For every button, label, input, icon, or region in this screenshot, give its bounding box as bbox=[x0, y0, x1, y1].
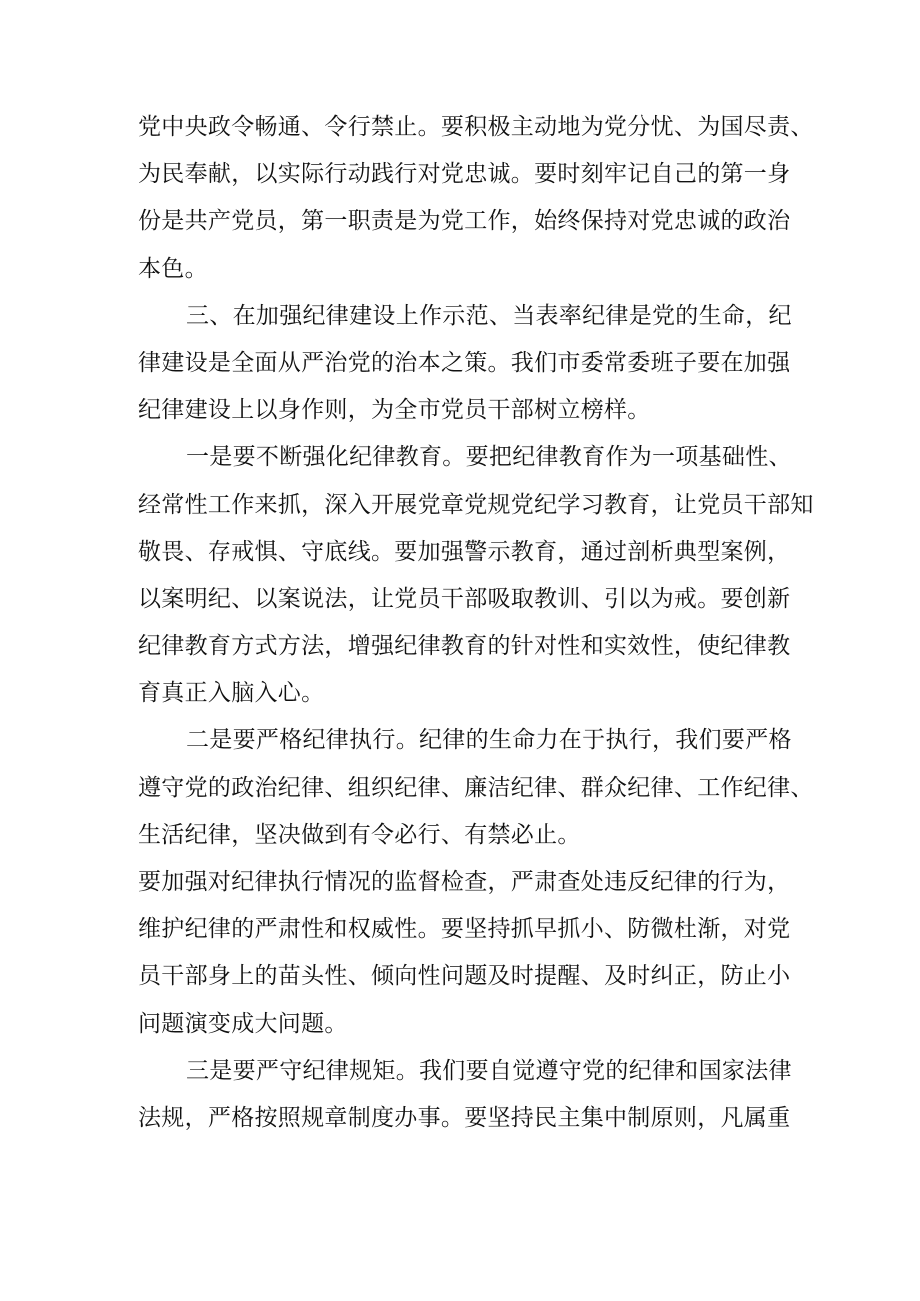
text-line: 本色。 bbox=[138, 255, 208, 282]
text-line: 维护纪律的严肃性和权威性。要坚持抓早抓小、防微杜渐，对党 bbox=[138, 916, 791, 943]
text-line: 法规，严格按照规章制度办事。要坚持民主集中制原则，凡属重 bbox=[138, 1104, 791, 1131]
text-line: 遵守党的政治纪律、组织纪律、廉洁纪律、群众纪律、工作纪律、 bbox=[138, 774, 814, 801]
text-line: 问题演变成大问题。 bbox=[138, 1010, 348, 1037]
text-line: 份是共产党员，第一职责是为党工作，始终保持对党忠诚的政治 bbox=[138, 208, 791, 235]
text-line: 经常性工作来抓，深入开展党章党规党纪学习教育，让党员干部知 bbox=[138, 491, 814, 518]
text-line: 为民奉献，以实际行动践行对党忠诚。要时刻牢记自己的第一身 bbox=[138, 161, 791, 188]
text-line: 二是要严格纪律执行。纪律的生命力在于执行，我们要严格 bbox=[186, 727, 792, 754]
document-body bbox=[138, 104, 814, 1142]
text-line: 要加强对纪律执行情况的监督检查，严肃查处违反纪律的行为， bbox=[138, 869, 791, 895]
text-line: 党中央政令畅通、令行禁止。要积极主动地为党分忧、为国尽责、 bbox=[138, 114, 814, 140]
text-line: 三是要严守纪律规矩。我们要自觉遵守党的纪律和国家法律 bbox=[186, 1057, 792, 1084]
text-line: 一是要不断强化纪律教育。要把纪律教育作为一项基础性、 bbox=[186, 444, 792, 471]
text-line: 生活纪律，坚决做到有令必行、有禁必止。 bbox=[138, 821, 581, 848]
text-line: 三、在加强纪律建设上作示范、当表率纪律是党的生命，纪 bbox=[186, 302, 792, 329]
text-line: 以案明纪、以案说法，让党员干部吸取教训、引以为戒。要创新 bbox=[138, 585, 791, 612]
text-line: 纪律教育方式方法，增强纪律教育的针对性和实效性，使纪律教 bbox=[138, 633, 791, 660]
text-line: 育真正入脑入心。 bbox=[138, 680, 325, 707]
text-line: 律建设是全面从严治党的治本之策。我们市委常委班子要在加强 bbox=[138, 349, 791, 376]
text-line: 敬畏、存戒惧、守底线。要加强警示教育，通过剖析典型案例， bbox=[138, 538, 791, 565]
text-line: 员干部身上的苗头性、倾向性问题及时提醒、及时纠正，防止小 bbox=[138, 963, 791, 990]
text-line: 纪律建设上以身作则，为全市党员干部树立榜样。 bbox=[138, 397, 651, 424]
